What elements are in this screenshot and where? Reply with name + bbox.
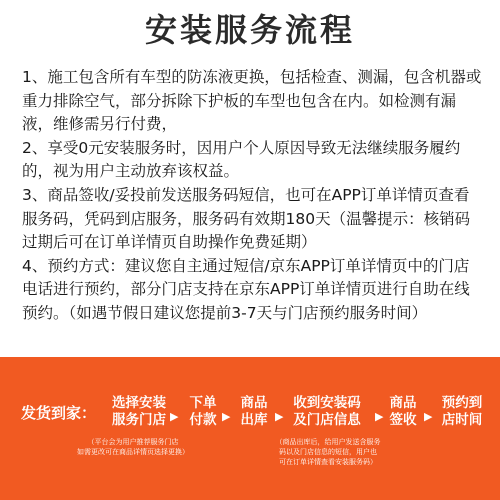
arrow-icon: ▶ xyxy=(170,410,179,423)
note-store-recommendation xyxy=(58,437,208,457)
step-line: 签收 xyxy=(389,412,417,428)
step-line: 付款 xyxy=(189,412,217,428)
step-line: 商品 xyxy=(240,395,268,411)
arrow-icon: ▶ xyxy=(375,410,384,423)
step-line: 商品 xyxy=(389,395,417,411)
step-choose-store xyxy=(103,395,175,429)
step-ship-out xyxy=(234,395,274,429)
note-line: 可在订单详情查看安装服务码） xyxy=(279,458,377,466)
step-line: 及门店信息 xyxy=(293,412,361,428)
step-sign-receipt xyxy=(383,395,423,429)
paragraph-free-service: 2、享受0元安装服务时，因用户个人原因导致无法继续服务履约的，视为用户主动放弃该权益。 xyxy=(22,138,461,181)
note-line: （商品出库后，给用户发送含服务 xyxy=(275,438,381,446)
note-line: （平台会为用户推荐服务门店 xyxy=(87,438,179,446)
step-line: 收到安装码 xyxy=(293,395,361,411)
step-order-pay xyxy=(183,395,223,429)
step-line: 预约到 xyxy=(441,395,483,411)
flow-label: 发货到家： xyxy=(21,404,97,422)
step-line: 出库 xyxy=(240,412,268,428)
step-book-time xyxy=(434,395,490,429)
arrow-icon: ▶ xyxy=(275,410,284,423)
step-line: 店时间 xyxy=(441,412,483,428)
paragraph-appointment: 4、预约方式：建议您自主通过短信/京东APP订单详情页中的门店电话进行预约，部分门店支持在京东APP订单详情页进行自助在线预约。（如遇节假日建议您提前3-7天与门店预约服务时间） xyxy=(22,256,470,322)
arrow-icon: ▶ xyxy=(424,410,433,423)
service-description xyxy=(22,66,482,326)
note-line: 如需更改可在商品详情页选择更换） xyxy=(77,448,189,456)
arrow-icon: ▶ xyxy=(222,410,231,423)
step-receive-code xyxy=(282,395,372,429)
paragraph-installation-scope: 1、施工包含所有车型的防冻液更换，包括检查、测漏，包含机器或重力排除空气，部分拆除下护板的车型也包含在内。如检测有漏液，维修需另行付费， xyxy=(22,68,482,134)
page-title: 安装服务流程 xyxy=(144,11,355,49)
note-line: 码以及门店信息的短信，用户也 xyxy=(279,448,377,456)
note-service-code xyxy=(268,437,388,467)
step-line: 下单 xyxy=(189,395,217,411)
step-line: 选择安装 xyxy=(112,395,166,411)
paragraph-service-code: 3、商品签收/妥投前发送服务码短信，也可在APP订单详情页查看服务码，凭码到店服务，服务码有效期180天（温馨提示：核销码过期后可在订单详情页自助操作免费延期） xyxy=(22,185,471,252)
step-line: 服务门店 xyxy=(112,412,166,428)
service-flow-banner xyxy=(0,357,500,500)
